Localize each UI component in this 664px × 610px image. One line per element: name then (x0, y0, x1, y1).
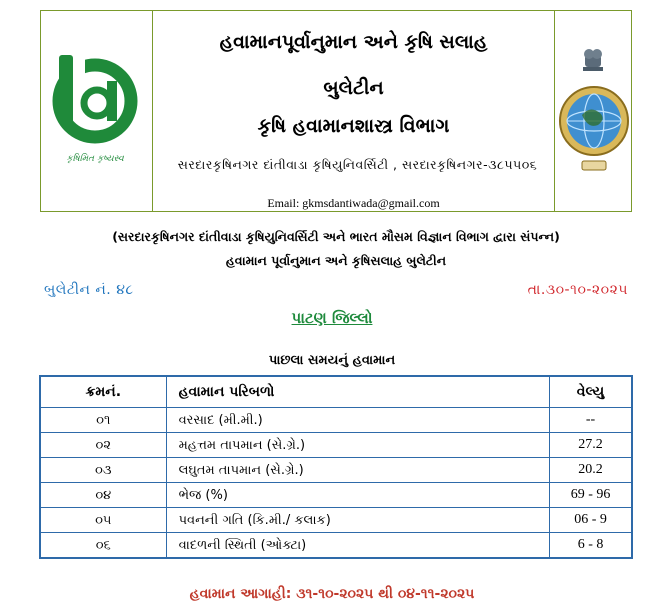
header-email: Email: gkmsdantiwada@gmail.com (267, 196, 440, 210)
column-header-serial: ક્રમનં. (40, 376, 166, 408)
column-header-parameter: હવામાન પરિબળો (166, 376, 549, 408)
university-logo-cell (41, 11, 153, 211)
header-title-line2: બુલેટીન (323, 77, 384, 99)
table-row (40, 433, 632, 458)
row-value: -- (550, 408, 632, 433)
column-header-value: વેલ્યુ (550, 376, 632, 408)
past-weather-table (39, 375, 633, 559)
university-logo-icon (41, 11, 153, 213)
row-serial: ૦૩ (40, 458, 166, 483)
table-row (40, 483, 632, 508)
row-parameter: ભેજ (%) (166, 483, 549, 508)
row-serial: ૦૫ (40, 508, 166, 533)
row-parameter: પવનની ગતિ (કિ.મી./ કલાક) (166, 508, 549, 533)
bulletin-header (40, 10, 632, 212)
table-row (40, 508, 632, 533)
table-row (40, 408, 632, 433)
row-serial: ૦૬ (40, 533, 166, 559)
row-value: 06 - 9 (550, 508, 632, 533)
imd-emblem-cell (555, 11, 633, 211)
row-value: 69 - 96 (550, 483, 632, 508)
row-serial: ૦૧ (40, 408, 166, 433)
logo-caption: કૃષિમિત કૃષ્યસ્વ (66, 154, 124, 164)
row-serial: ૦૨ (40, 433, 166, 458)
row-parameter: વાદળની સ્થિતી (ઓક્ટા) (166, 533, 549, 559)
table-header-row (40, 376, 632, 408)
section-title-past-weather: પાછલા સમયનું હવામાન (268, 353, 396, 368)
row-serial: ૦૪ (40, 483, 166, 508)
issuing-organizations: (સરદારકૃષિનગર દાંતીવાડા કૃષિયુનિવર્સિટી અને ભારત મૌસમ વિજ્ઞાન વિભાગ દ્વારા સંપન્ન) (112, 229, 560, 244)
table-row (40, 533, 632, 559)
header-title-line3: કૃષિ હવામાનશાસ્ત્ર વિભાગ (257, 115, 450, 137)
row-parameter: લઘુતમ તાપમાન (સે.ગ્રે.) (166, 458, 549, 483)
header-address: સરદારકૃષિનગર દાંતીવાડા કૃષિયુનિવર્સિટી , સરદારકૃષિનગર-૩૮૫૫૦૬ (177, 157, 538, 172)
bulletin-date: તા.૩૦-૧૦-૨૦૨૫ (527, 282, 628, 298)
header-title-block (153, 11, 555, 211)
row-parameter: મહત્તમ તાપમાન (સે.ગ્રે.) (166, 433, 549, 458)
table-row (40, 458, 632, 483)
forecast-period: હવામાન આગાહી: ૩૧-૧૦-૨૦૨૫ થી ૦૪-૧૧-૨૦૨૫ (189, 586, 475, 602)
row-parameter: વરસાદ (મી.મી.) (166, 408, 549, 433)
district-title (0, 309, 664, 327)
bulletin-number: બુલેટીન નં. ૪૮ (44, 282, 134, 298)
district-name: પાટણ જિલ્લો (291, 309, 373, 327)
row-value: 6 - 8 (550, 533, 632, 559)
row-value: 27.2 (550, 433, 632, 458)
bulletin-type: હવામાન પૂર્વાનુમાન અને કૃષિસલાહ બુલેટીન (225, 253, 447, 268)
header-title-line1: હવામાનપૂર્વાનુમાન અને કૃષિ સલાહ (219, 31, 488, 53)
imd-emblem-icon (555, 11, 633, 213)
row-value: 20.2 (550, 458, 632, 483)
